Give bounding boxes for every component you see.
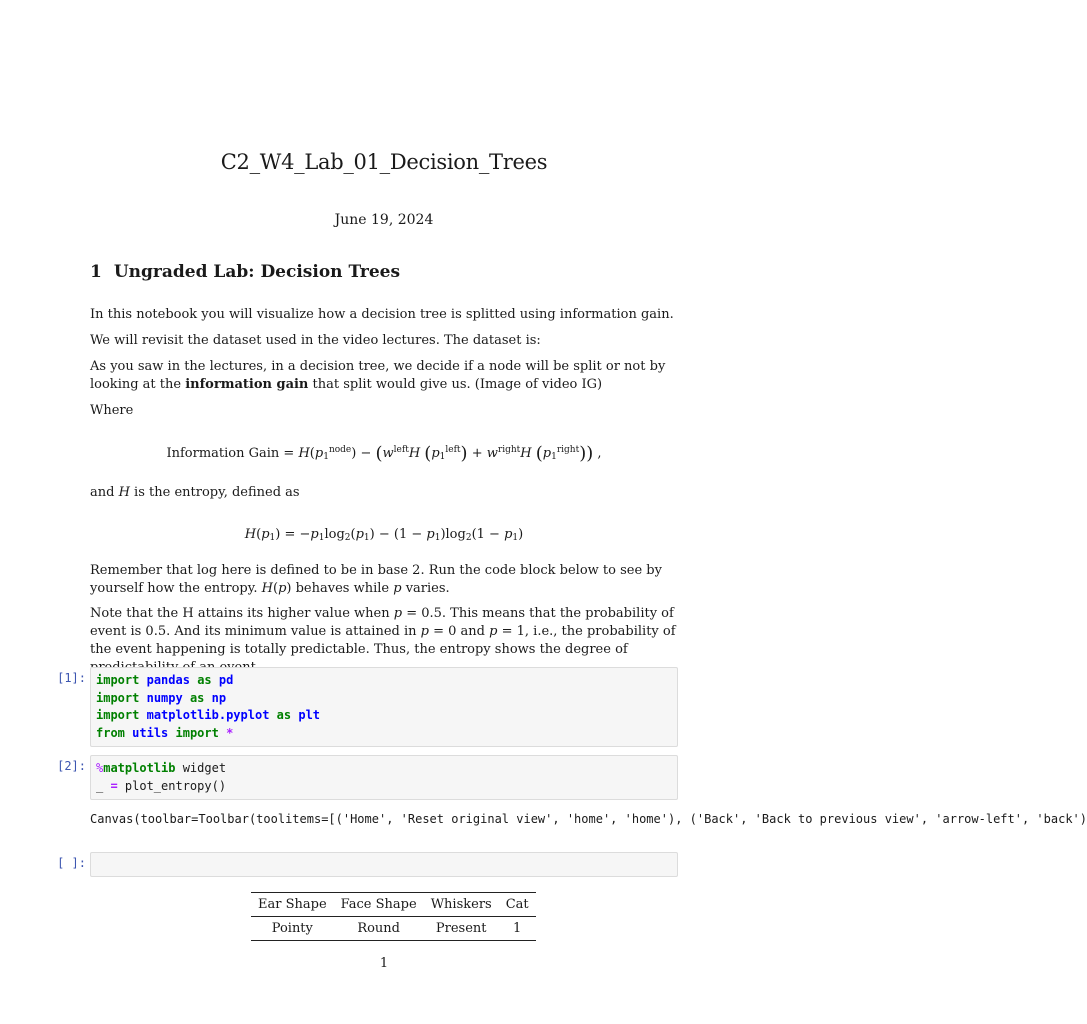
paragraph-information-gain: As you saw in the lectures, in a decision tree, we decide if a node will be split or not by looking at the information gain that split would give us. (Image of video IG) <box>90 359 666 392</box>
paragraph-where: Where <box>90 403 134 418</box>
cell-prompt-3: [ ]: <box>57 856 86 870</box>
bold-term: information gain <box>185 377 309 392</box>
page-number: 1 <box>379 956 389 971</box>
table-header: Cat <box>505 897 529 912</box>
paragraph-entropy-intro: and H is the entropy, defined as <box>90 485 300 500</box>
section-title: Ungraded Lab: Decision Trees <box>113 262 401 282</box>
table-cell: Pointy <box>271 921 313 936</box>
section-number: 1 <box>90 262 102 282</box>
section-heading <box>90 262 400 282</box>
code-cell-plot-entropy[interactable]: %matplotlib widget _ = plot_entropy() <box>90 755 678 800</box>
table-header: Whiskers <box>430 897 492 912</box>
cell-output-canvas: Canvas(toolbar=Toolbar(toolitems=[('Home', 'Reset original view', 'home', 'home'), ('Back', 'Back to previous view', 'arrow-left', 'back') <box>90 812 1087 826</box>
paragraph-entropy-note: Note that the H attains its higher value when p = 0.5. This means that the probability of event is 0.5. And its minimum value is attained in p = 0 and p = 1, i.e., the probability of the event happening is totally predictable. Thus, the entropy shows the degree of <box>90 606 676 657</box>
document-title: C2_W4_Lab_01_Decision_Trees <box>220 150 548 174</box>
equation-information-gain: Information Gain = $H(p_1^{node}) - (w^{left}H$ $(p_1^{left}) + w^{right}H$ $(p_1^{right})$) , <box>166 443 602 464</box>
table-cell: 1 <box>513 921 522 936</box>
dataset-table <box>251 892 536 941</box>
document-date: June 19, 2024 <box>334 212 434 228</box>
table-header-row <box>251 893 536 917</box>
cell-prompt-2: [2]: <box>57 759 86 773</box>
table-cell: Present <box>435 921 487 936</box>
table-header: Face Shape <box>340 897 417 912</box>
paragraph-log-base: Remember that log here is defined to be in base 2. Run the code block below to see by yourself how the entropy. H(p) behaves while p varies. <box>90 563 662 596</box>
cell-prompt-1: [1]: <box>57 671 86 685</box>
code-cell-empty[interactable] <box>90 852 678 877</box>
paragraph-intro: In this notebook you will visualize how a decision tree is splitted using information gain. <box>90 307 674 322</box>
table-cell: Round <box>357 921 400 936</box>
equation-entropy: $H(p_1) = -p_1\log_2(p_1) - (1 - p_1)\log_2(1 - p_1)$ <box>244 527 524 543</box>
table-header: Ear Shape <box>258 897 327 912</box>
paragraph-dataset: We will revisit the dataset used in the video lectures. The dataset is: <box>90 333 541 348</box>
table-row <box>251 917 536 941</box>
equation-label: Information Gain = <box>166 446 299 461</box>
code-cell-imports[interactable]: import pandas as pd import numpy as np import matplotlib.pyplot as plt from utils import * <box>90 667 678 747</box>
